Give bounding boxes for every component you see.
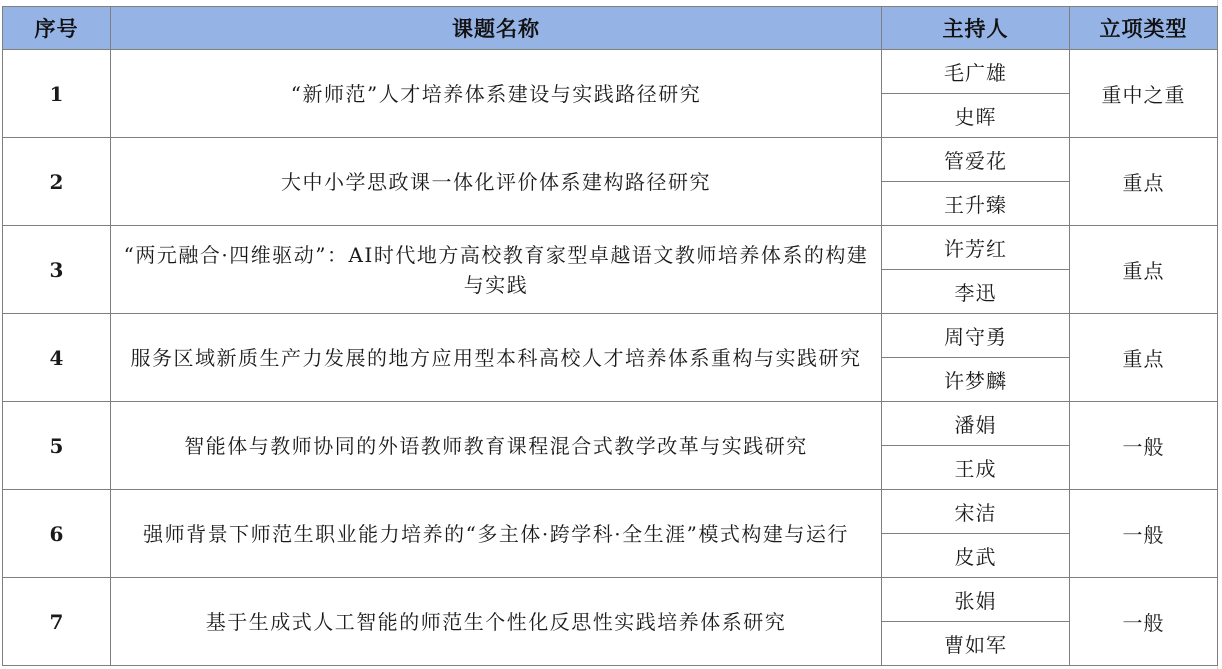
row-no[interactable]: 7 xyxy=(3,578,111,666)
table-row xyxy=(3,578,1218,622)
table-row xyxy=(3,226,1218,270)
row-title[interactable]: 基于生成式人工智能的师范生个性化反思性实践培养体系研究 xyxy=(111,578,882,666)
header-title[interactable]: 课题名称 xyxy=(111,7,882,50)
row-host[interactable]: 张娟 xyxy=(882,578,1070,622)
row-no[interactable]: 5 xyxy=(3,402,111,490)
row-no[interactable]: 6 xyxy=(3,490,111,578)
row-no[interactable]: 4 xyxy=(3,314,111,402)
header-host[interactable]: 主持人 xyxy=(882,7,1070,50)
row-title[interactable]: 服务区域新质生产力发展的地方应用型本科高校人才培养体系重构与实践研究 xyxy=(111,314,882,402)
row-title[interactable]: “两元融合·四维驱动”：AI时代地方高校教育家型卓越语文教师培养体系的构建与实践 xyxy=(111,226,882,314)
row-type[interactable]: 重点 xyxy=(1070,314,1218,402)
row-host[interactable]: 管爱花 xyxy=(882,138,1070,182)
row-type[interactable]: 一般 xyxy=(1070,578,1218,666)
row-type[interactable]: 重中之重 xyxy=(1070,50,1218,138)
row-host[interactable]: 周守勇 xyxy=(882,314,1070,358)
row-type[interactable]: 重点 xyxy=(1070,226,1218,314)
row-host[interactable]: 李迅 xyxy=(882,270,1070,314)
row-type[interactable]: 重点 xyxy=(1070,138,1218,226)
row-host[interactable]: 宋洁 xyxy=(882,490,1070,534)
row-no[interactable]: 1 xyxy=(3,50,111,138)
header-type[interactable]: 立项类型 xyxy=(1070,7,1218,50)
header-row xyxy=(3,7,1218,50)
header-no[interactable]: 序号 xyxy=(3,7,111,50)
table-row xyxy=(3,138,1218,182)
row-host[interactable]: 毛广雄 xyxy=(882,50,1070,94)
row-title[interactable]: 大中小学思政课一体化评价体系建构路径研究 xyxy=(111,138,882,226)
row-host[interactable]: 许梦麟 xyxy=(882,358,1070,402)
table-row xyxy=(3,50,1218,94)
row-title[interactable]: 智能体与教师协同的外语教师教育课程混合式教学改革与实践研究 xyxy=(111,402,882,490)
table-row xyxy=(3,314,1218,358)
row-host[interactable]: 王成 xyxy=(882,446,1070,490)
row-host[interactable]: 潘娟 xyxy=(882,402,1070,446)
row-host[interactable]: 许芳红 xyxy=(882,226,1070,270)
row-type[interactable]: 一般 xyxy=(1070,402,1218,490)
row-title[interactable]: “新师范”人才培养体系建设与实践路径研究 xyxy=(111,50,882,138)
table-row xyxy=(3,402,1218,446)
project-table xyxy=(2,6,1218,666)
row-host[interactable]: 史晖 xyxy=(882,94,1070,138)
row-no[interactable]: 2 xyxy=(3,138,111,226)
row-no[interactable]: 3 xyxy=(3,226,111,314)
row-type[interactable]: 一般 xyxy=(1070,490,1218,578)
table-row xyxy=(3,490,1218,534)
row-title[interactable]: 强师背景下师范生职业能力培养的“多主体·跨学科·全生涯”模式构建与运行 xyxy=(111,490,882,578)
row-host[interactable]: 曹如军 xyxy=(882,622,1070,666)
row-host[interactable]: 皮武 xyxy=(882,534,1070,578)
row-host[interactable]: 王升臻 xyxy=(882,182,1070,226)
